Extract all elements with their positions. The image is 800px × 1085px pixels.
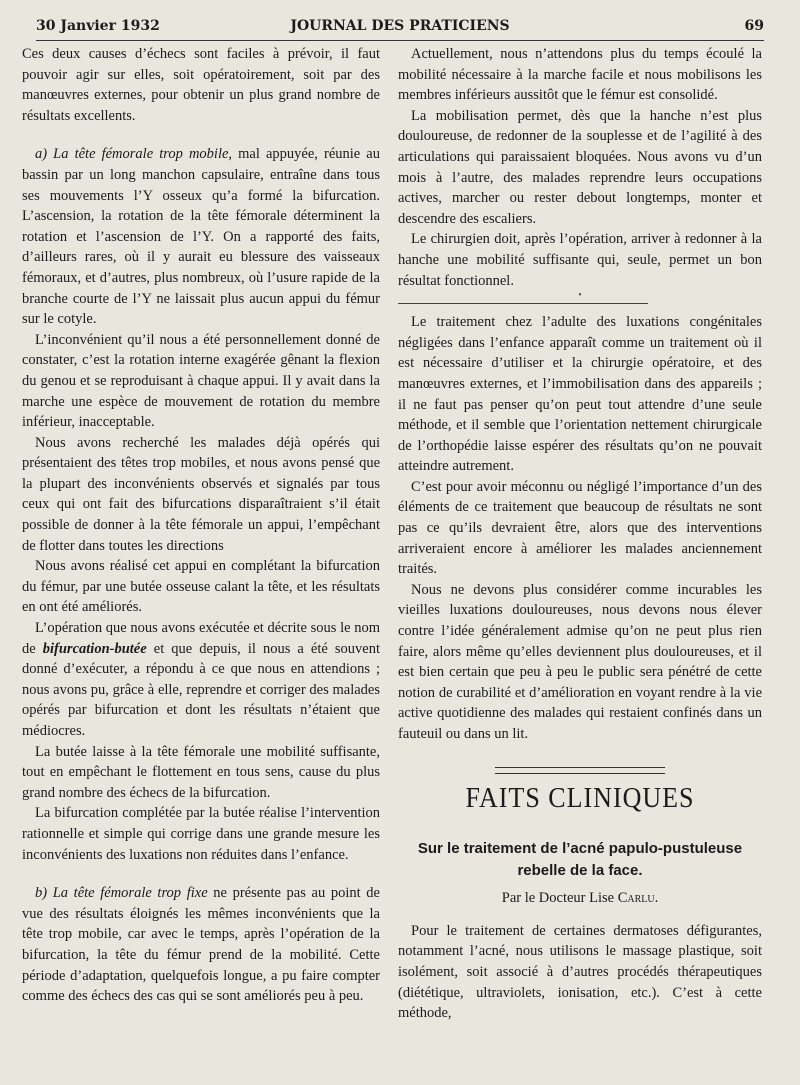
separator-dot: •	[578, 290, 582, 302]
section-a-label: a) La tête fémorale trop mobile,	[35, 146, 233, 163]
left-column	[22, 44, 380, 1007]
paragraph: Nous ne devons plus considérer comme incurables les vieilles luxations douloureuses, nous devons nous élever contre l’idée généralement admise qu’on ne peut plus rien faire, alors même qu’elles deviennent plus douloureuses, et il est bien certain que peu à peu le public sera pénétré de cette notion de curabilité et d’amélioration en voyant rendre à la vie active quotidienne des malades qui restaient confinés dans un fauteuil ou dans un lit.	[398, 581, 762, 742]
paragraph: Pour le traitement de certaines dermatoses défigurantes, notamment l’acné, nous utilisons le massage plastique, soit isolément, soit associé à d’autres procédés thérapeutiques (diététique, ultraviolets, ionisation, etc.). C’est à cette méthode,	[398, 922, 762, 1022]
paragraph: Ces deux causes d’échecs sont faciles à prévoir, il faut pouvoir agir sur elles, soit opératoirement, soit par des manœuvres externes, pour obtenir un plus grand nombre de résultats excellents.	[22, 46, 380, 124]
paragraph: Nous avons recherché les malades déjà opérés qui présentaient des têtes trop mobiles, et nous avons pensé que la plupart des inconvénients observés et signalés par tous ceux qui ont fait des bifurcations disparaîtraient s’il était possible de donner à la tête fémorale un appui, l’empêchant de flotter dans toutes les directions	[22, 434, 380, 554]
term-bifurcation-butee: bifurcation-butée	[42, 640, 147, 657]
journal-title: JOURNAL DES PRATICIENS	[290, 18, 510, 34]
paragraph: L’inconvénient qu’il nous a été personnellement donné de constater, c’est la rotation interne exagérée gênant la flexion du genou et se reproduisant à chaque appui. Il y avait dans la marche une espèce de mouvement de rotation du membre inférieur, inacceptable.	[22, 331, 380, 431]
paragraph: Nous avons réalisé cet appui en complétant la bifurcation du fémur, par une butée osseuse calant la tête, et les résultats en ont été améliorés.	[22, 558, 380, 616]
section-title: FAITS CLINIQUES	[465, 781, 695, 813]
double-rule	[495, 767, 665, 774]
paragraph: L’opération que nous avons exécutée et décrite sous le nom de bifurcation-butée et que depuis, il nous a été souvent donné d’exécuter, a répondu à ce que nous en attendions ; nous avons pu, grâce à elle, reprendre et corriger des malades opérés par bifurcation et dont les résultats n’étaient que médiocres.	[22, 620, 381, 739]
column-rule	[398, 303, 648, 304]
paragraph: Le traitement chez l’adulte des luxations congénitales négligées dans l’enfance apparaît comme un traitement où il est nécessaire d’utiliser et la chirurgie opératoire, et des manœuvres externes, et l’immobilisation dans des appareils ; il ne faut pas penser qu’on peut tout attendre d’une seule méthode, et il semble que l’orientation nettement chirurgicale de l’orthopédie laisse espérer des résultats qu’on ne pouvait atteindre autrement.	[398, 314, 762, 475]
section-b-label: b) La tête fémorale trop fixe	[35, 885, 208, 902]
running-header	[36, 14, 764, 41]
paragraph: La bifurcation complétée par la butée réalise l’intervention rationnelle et simple qui corrige dans une grande mesure les inconvénients des luxations non réduites dans l’enfance.	[22, 805, 380, 863]
paragraph: La mobilisation permet, dès que la hanche n’est plus douloureuse, de redonner de la souplesse et de l’agilité à des articulations qui paraissaient bloquées. Nous avons vu d’un mois à l’autre, des malades reprendre leurs occupations actives, marcher ou rester debout longtemps, monter et descendre des escaliers.	[398, 107, 762, 227]
byline: Par le Docteur Lise Carlu.	[501, 890, 659, 907]
paragraph: a) La tête fémorale trop mobile, mal appuyée, réunie au bassin par un long manchon capsulaire, entraîne dans tous ses mouvements l’Y osseux qu’a formé la bifurcation. L’ascension, la rotation de la tête fémorale déterminent la rotation et l’ascension de l’Y. On a rapporté des faits, d’ailleurs rares, où il y aurait eu blessure des vaisseaux fémoraux, et d’autres, plus nombreux, où l’usure rapide de la branche courte de l’Y ne laissait plus aucun appui du fémur sur le cotyle.	[22, 146, 380, 328]
paragraph: b) La tête fémorale trop fixe ne présente pas au point de vue des résultats éloignés les mêmes inconvénients que la tête trop mobile, car avec le temps, après l’opération de la bifurcation, la tête du fémur prend de la mobilité. Cette période d’adaptation, quelquefois longue, a pu faire compter comme des échecs des cas qui se sont améliorés peu à peu.	[22, 885, 380, 1005]
paragraph: Actuellement, nous n’attendons plus du temps écoulé la mobilité nécessaire à la marche facile et nous mobilisons les membres inférieurs aussitôt que le fémur est consolidé.	[398, 46, 762, 104]
article-title: Sur le traitement de l’acné papulo-pustuleuse rebelle de la face.	[417, 840, 743, 880]
page-number: 69	[744, 18, 764, 34]
paragraph: C’est pour avoir méconnu ou négligé l’importance d’un des éléments de ce traitement que beaucoup de résultats ne sont pas ce qu’ils devraient être, alors que des interventions arriveraient encore à améliorer les malades anciennement traités.	[398, 478, 762, 578]
issue-date: 30 Janvier 1932	[36, 18, 160, 34]
author-name: Carlu.	[617, 890, 659, 907]
right-column	[398, 44, 762, 1024]
paragraph: La butée laisse à la tête fémorale une mobilité suffisante, tout en empêchant le flottement en tous sens, cause du plus grand nombre des échecs de la bifurcation.	[22, 743, 380, 801]
paragraph: Le chirurgien doit, après l’opération, arriver à redonner à la hanche une mobilité suffisante qui, seule, permet un bon résultat fonctionnel.	[398, 231, 762, 289]
